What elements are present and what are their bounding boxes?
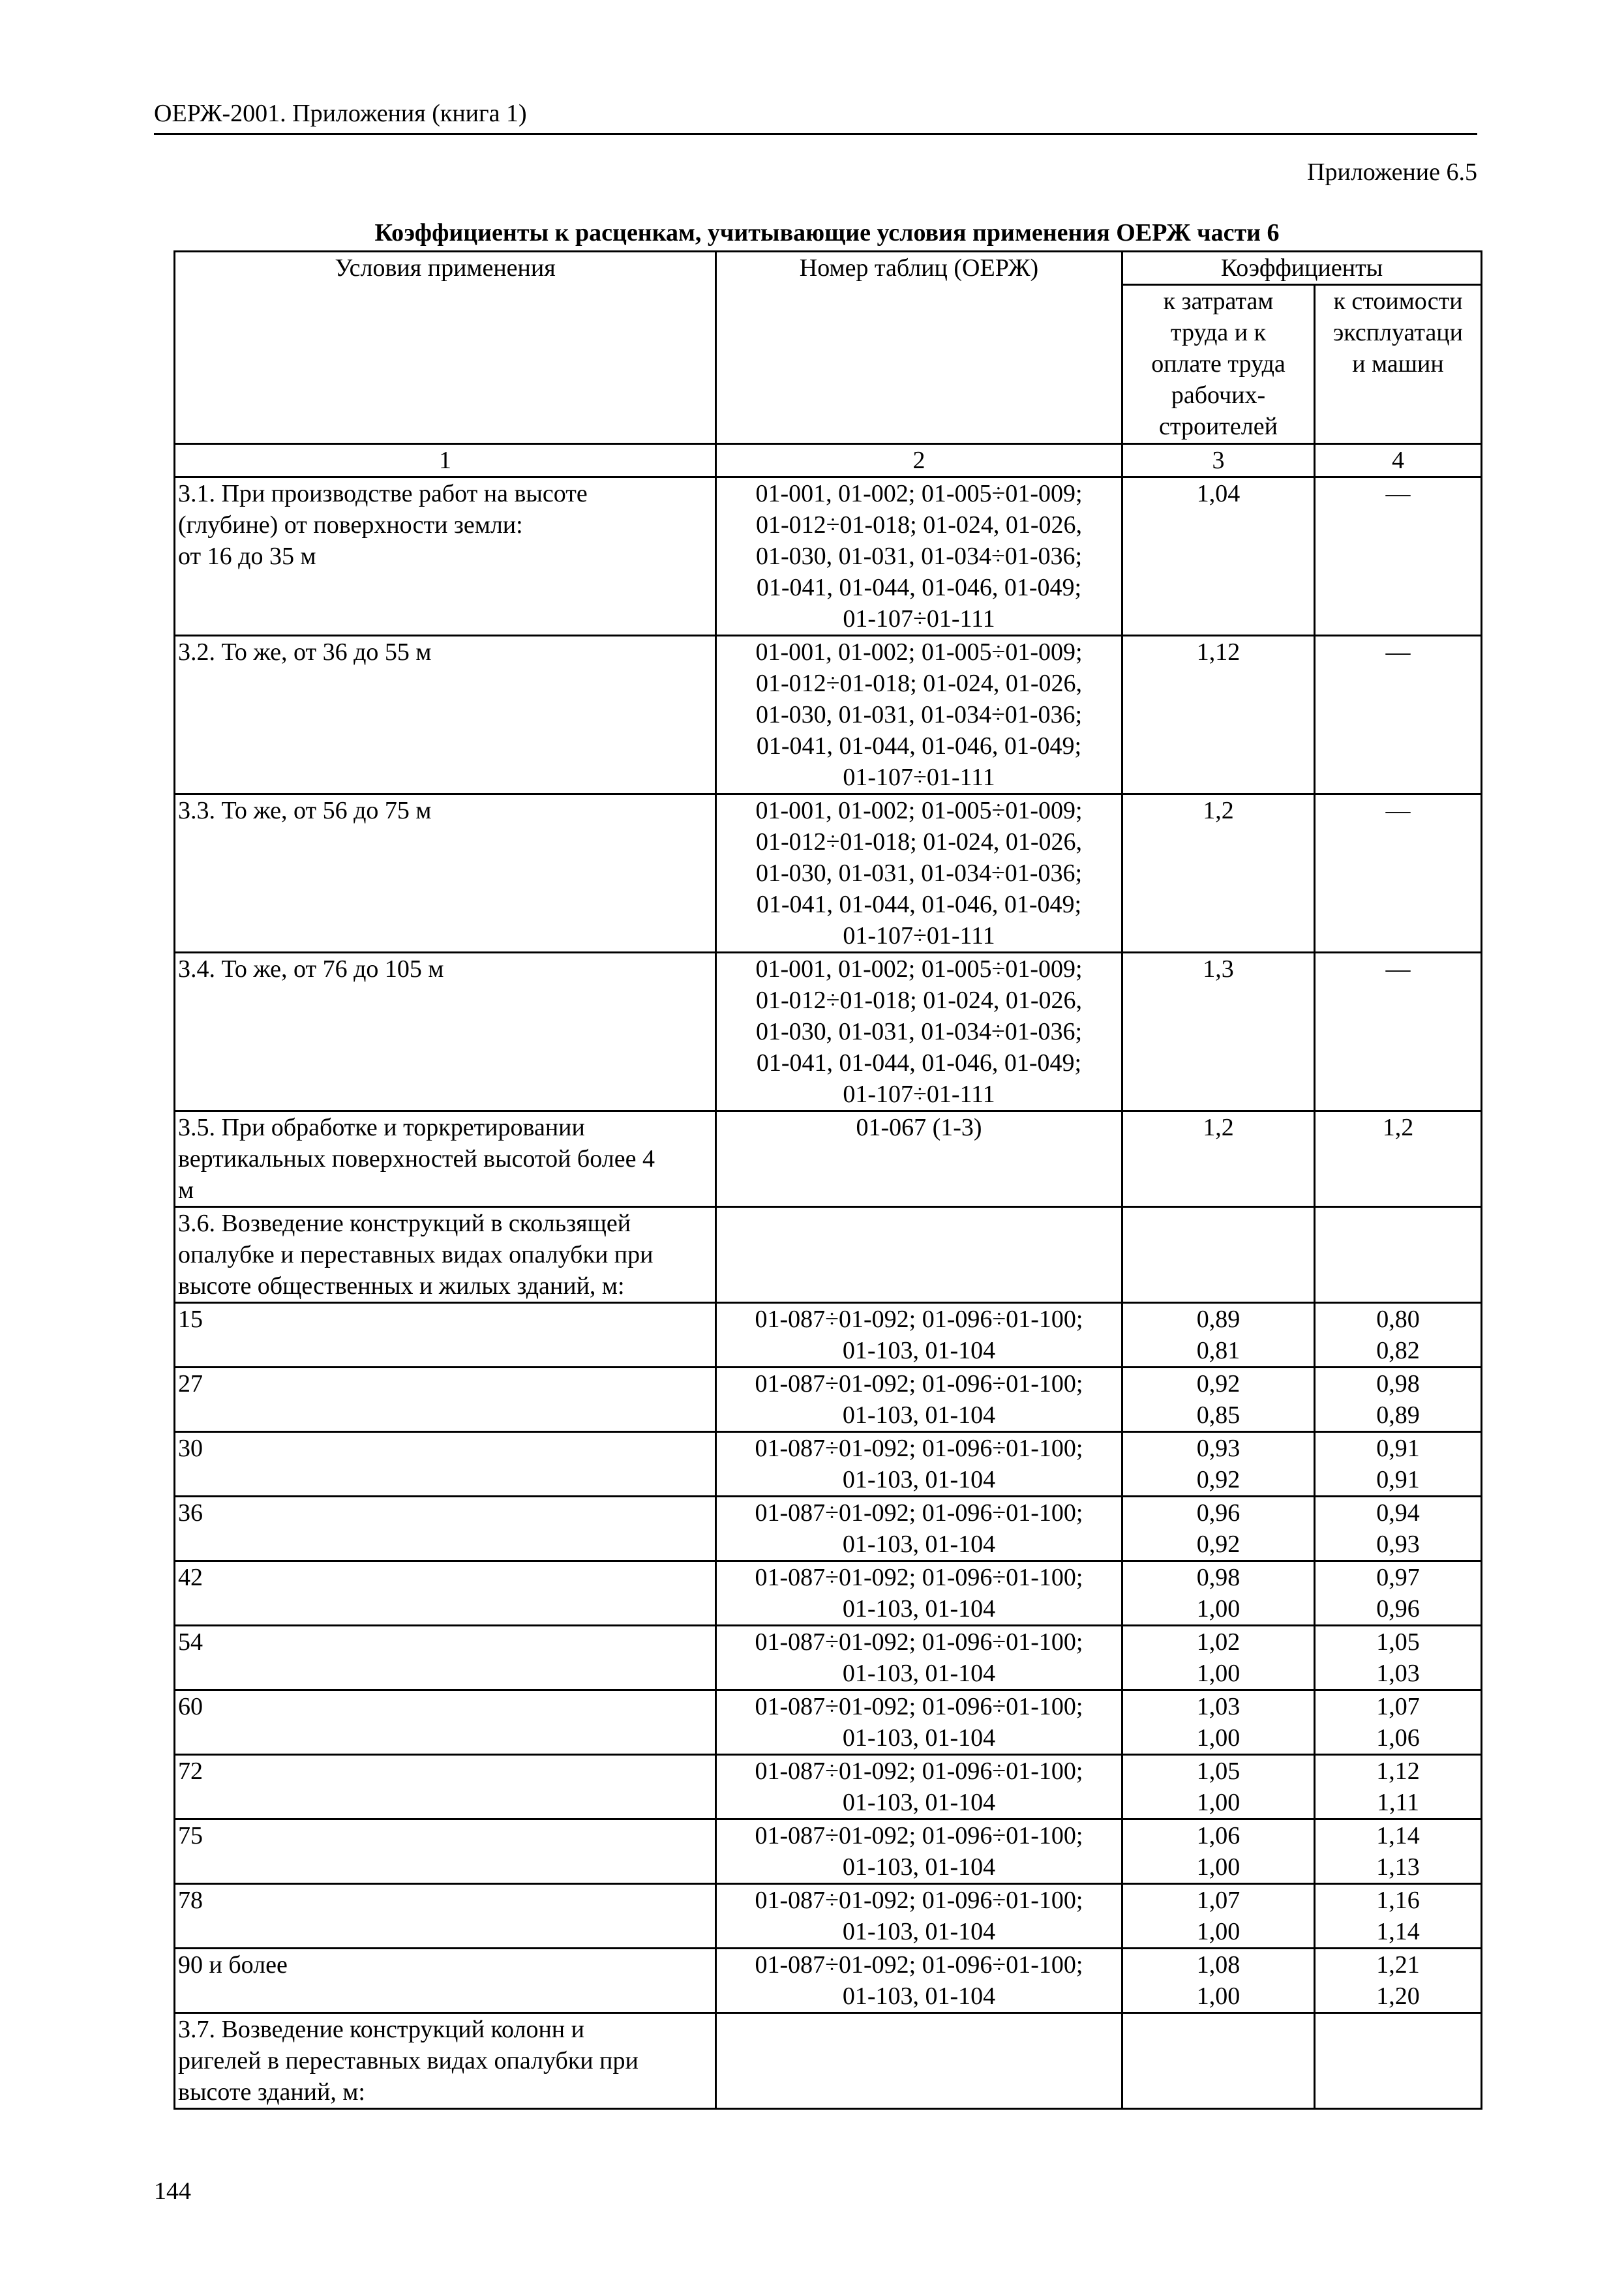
machine-coefficient-cell [1315,1561,1482,1626]
running-head: ОЕРЖ-2001. Приложения (книга 1) [154,100,527,127]
column-number-row [175,444,1482,477]
text-line: 36 [178,1499,203,1527]
text-line: 01-107÷01-111 [843,1081,995,1108]
text-line: 1,08 [1196,1951,1241,1979]
labor-coefficient-cell [1122,1368,1315,1432]
table-numbers-cell [716,1561,1122,1626]
table-numbers-cell [716,1497,1122,1561]
text-line: 60 [178,1693,203,1720]
table-body [175,252,1482,2109]
labor-coefficient-cell [1122,1561,1315,1626]
text-line: 42 [178,1564,203,1591]
text-line: 01-041, 01-044, 01-046, 01-049; [756,574,1082,601]
text-line: 0,94 [1376,1499,1420,1527]
labor-coefficient-cell [1122,636,1315,794]
text-line: 78 [178,1887,203,1914]
text-line: 01-103, 01-104 [842,1401,996,1429]
machine-coefficient-cell [1315,1690,1482,1755]
machine-coefficient-cell [1315,1755,1482,1819]
header-row-top [175,252,1482,285]
machine-coefficient-cell [1315,2013,1482,2109]
text-line: 01-087÷01-092; 01-096÷01-100; [755,1499,1083,1527]
text-line: 0,82 [1376,1337,1420,1364]
text-line: 01-030, 01-031, 01-034÷01-036; [755,701,1083,728]
text-line: ригелей в переставных видах опалубки при [178,2047,639,2074]
text-line: 1,14 [1376,1918,1420,1945]
text-line: 01-041, 01-044, 01-046, 01-049; [756,732,1082,760]
text-line: 0,89 [1376,1401,1420,1429]
table-numbers-cell [716,794,1122,953]
text-line: 01-012÷01-018; 01-024, 01-026, [755,987,1083,1014]
machine-coefficient-cell [1315,636,1482,794]
table-numbers-cell [716,636,1122,794]
table-numbers-cell [716,1949,1122,2013]
text-line: высоте зданий, м: [178,2078,365,2106]
text-line: 1,16 [1376,1887,1420,1914]
text-line: 72 [178,1758,203,1785]
table-row [175,1690,1482,1755]
text-line: 01-012÷01-018; 01-024, 01-026, [755,828,1083,856]
text-line: строителей [1159,413,1278,440]
text-line: 01-103, 01-104 [842,1466,996,1493]
table-row [175,1497,1482,1561]
text-line: 0,92 [1196,1370,1241,1398]
text-line: 1,2 [1382,1114,1414,1141]
machine-coefficient-cell [1315,1368,1482,1432]
condition-cell [175,477,716,636]
table-row [175,1949,1482,2013]
text-line: 01-041, 01-044, 01-046, 01-049; [756,891,1082,918]
table-numbers-cell [716,1626,1122,1690]
table-row [175,1884,1482,1949]
labor-coefficient-cell [1122,1884,1315,1949]
text-line: 0,96 [1376,1595,1420,1623]
table-numbers-cell [716,953,1122,1111]
condition-cell [175,1497,716,1561]
condition-cell [175,1561,716,1626]
table-row [175,953,1482,1111]
text-line: 1,21 [1376,1951,1420,1979]
text-line: 01-001, 01-002; 01-005÷01-009; [755,638,1083,666]
table-row [175,1111,1482,1207]
condition-cell [175,1626,716,1690]
table-row [175,1819,1482,1884]
text-line: и машин [1352,350,1444,378]
text-line: от 16 до 35 м [178,543,316,570]
condition-cell [175,1368,716,1432]
text-line: 1,12 [1376,1758,1420,1785]
table-row [175,1368,1482,1432]
text-line: 0,93 [1196,1435,1241,1462]
text-line: 1,03 [1196,1693,1241,1720]
text-line: 1,2 [1203,1114,1234,1141]
machine-coefficient-cell [1315,1497,1482,1561]
header-machines [1315,285,1482,444]
table-numbers-cell [716,1884,1122,1949]
condition-cell [175,794,716,953]
text-line: 0,93 [1376,1531,1420,1558]
condition-cell [175,1949,716,2013]
table-row [175,1755,1482,1819]
text-line: — [1385,480,1411,507]
text-line: 3.6. Возведение конструкций в скользящей [178,1210,631,1237]
column-number: 3 [1122,444,1315,477]
table-row [175,1626,1482,1690]
coefficients-table [173,250,1482,2110]
text-line: 1,00 [1196,1789,1241,1816]
text-line: — [1385,955,1411,983]
text-line: 01-001, 01-002; 01-005÷01-009; [755,480,1083,507]
text-line: 0,96 [1196,1499,1241,1527]
text-line: 01-103, 01-104 [842,1595,996,1623]
header-labor [1122,285,1315,444]
machine-coefficient-cell [1315,953,1482,1111]
text-line: 90 и более [178,1951,288,1979]
text-line: 01-012÷01-018; 01-024, 01-026, [755,511,1083,539]
text-line: 1,00 [1196,1595,1241,1623]
text-line: 01-067 (1-3) [856,1114,982,1141]
text-line: 01-087÷01-092; 01-096÷01-100; [755,1758,1083,1785]
labor-coefficient-cell [1122,1207,1315,1303]
text-line: 0,92 [1196,1531,1241,1558]
page-number: 144 [154,2177,191,2205]
labor-coefficient-cell [1122,794,1315,953]
table-row [175,636,1482,794]
table-row [175,1432,1482,1497]
text-line: 01-103, 01-104 [842,1982,996,2010]
text-line: 75 [178,1822,203,1849]
labor-coefficient-cell [1122,1111,1315,1207]
text-line: 01-107÷01-111 [843,922,995,950]
text-line: 1,07 [1196,1887,1241,1914]
labor-coefficient-cell [1122,1949,1315,2013]
labor-coefficient-cell [1122,1819,1315,1884]
text-line: — [1385,638,1411,666]
table-numbers-cell [716,1207,1122,1303]
text-line: 27 [178,1370,203,1398]
text-line: 01-030, 01-031, 01-034÷01-036; [755,860,1083,887]
text-line: 01-087÷01-092; 01-096÷01-100; [755,1306,1083,1333]
text-line: 15 [178,1306,203,1333]
header-rule [154,133,1477,135]
text-line: 1,11 [1376,1789,1420,1816]
text-line: опалубке и переставных видах опалубки при [178,1241,654,1268]
text-line: 0,98 [1376,1370,1420,1398]
table-row [175,2013,1482,2109]
text-line: 01-087÷01-092; 01-096÷01-100; [755,1435,1083,1462]
text-line: 0,97 [1376,1564,1420,1591]
header-coefficients: Коэффициенты [1122,252,1482,285]
table-numbers-cell [716,477,1122,636]
text-line: 01-107÷01-111 [843,605,995,633]
machine-coefficient-cell [1315,477,1482,636]
text-line: 01-030, 01-031, 01-034÷01-036; [755,543,1083,570]
table-numbers-cell [716,1690,1122,1755]
text-line: 01-001, 01-002; 01-005÷01-009; [755,955,1083,983]
header-conditions: Условия применения [175,252,716,444]
column-number: 4 [1315,444,1482,477]
machine-coefficient-cell [1315,1819,1482,1884]
condition-cell [175,953,716,1111]
header-table-number: Номер таблиц (ОЕРЖ) [716,252,1122,444]
table-row [175,794,1482,953]
text-line: 01-087÷01-092; 01-096÷01-100; [755,1887,1083,1914]
text-line: 1,13 [1376,1853,1420,1881]
condition-cell [175,1690,716,1755]
text-line: 01-103, 01-104 [842,1918,996,1945]
text-line: 01-030, 01-031, 01-034÷01-036; [755,1018,1083,1045]
table-numbers-cell [716,1755,1122,1819]
text-line: эксплуатаци [1333,319,1463,346]
condition-cell [175,1432,716,1497]
text-line: 01-087÷01-092; 01-096÷01-100; [755,1628,1083,1656]
text-line: 01-107÷01-111 [843,764,995,791]
condition-cell [175,1819,716,1884]
labor-coefficient-cell [1122,1626,1315,1690]
labor-coefficient-cell [1122,2013,1315,2109]
text-line: 01-087÷01-092; 01-096÷01-100; [755,1951,1083,1979]
appendix-label: Приложение 6.5 [1307,158,1477,186]
text-line: 1,20 [1376,1982,1420,2010]
table-numbers-cell [716,1368,1122,1432]
text-line: 01-103, 01-104 [842,1853,996,1881]
text-line: рабочих- [1171,382,1266,409]
text-line: 01-012÷01-018; 01-024, 01-026, [755,670,1083,697]
text-line: (глубине) от поверхности земли: [178,511,523,539]
text-line: 3.1. При производстве работ на высоте [178,480,588,507]
column-number: 2 [716,444,1122,477]
text-line: 01-103, 01-104 [842,1789,996,1816]
text-line: 1,05 [1376,1628,1420,1656]
text-line: оплате труда [1151,350,1286,378]
labor-coefficient-cell [1122,1497,1315,1561]
text-line: 0,89 [1196,1306,1241,1333]
machine-coefficient-cell [1315,794,1482,953]
condition-cell [175,1884,716,1949]
text-line: к стоимости [1333,288,1463,315]
condition-cell [175,1755,716,1819]
text-line: 01-103, 01-104 [842,1724,996,1752]
table-row [175,1303,1482,1368]
labor-coefficient-cell [1122,1755,1315,1819]
text-line: — [1385,797,1411,824]
text-line: высоте общественных и жилых зданий, м: [178,1272,625,1300]
condition-cell [175,2013,716,2109]
text-line: 1,02 [1196,1628,1241,1656]
table-numbers-cell [716,1432,1122,1497]
table-numbers-cell [716,1819,1122,1884]
table-row [175,477,1482,636]
text-line: 1,00 [1196,1918,1241,1945]
text-line: 30 [178,1435,203,1462]
text-line: 01-087÷01-092; 01-096÷01-100; [755,1370,1083,1398]
text-line: 01-001, 01-002; 01-005÷01-009; [755,797,1083,824]
condition-cell [175,1111,716,1207]
text-line: 3.4. То же, от 76 до 105 м [178,955,444,983]
table-row [175,1207,1482,1303]
table-numbers-cell [716,2013,1122,2109]
machine-coefficient-cell [1315,1884,1482,1949]
text-line: 0,81 [1196,1337,1241,1364]
text-line: м [178,1176,194,1204]
labor-coefficient-cell [1122,1303,1315,1368]
text-line: 01-087÷01-092; 01-096÷01-100; [755,1564,1083,1591]
table-title: Коэффициенты к расценкам, учитывающие условия применения ОЕРЖ части 6 [374,219,1280,247]
text-line: к затратам [1163,288,1274,315]
machine-coefficient-cell [1315,1432,1482,1497]
text-line: 1,12 [1196,638,1241,666]
machine-coefficient-cell [1315,1111,1482,1207]
text-line: 01-041, 01-044, 01-046, 01-049; [756,1049,1082,1077]
text-line: 1,03 [1376,1660,1420,1687]
text-line: 3.5. При обработке и торкретировании [178,1114,585,1141]
text-line: 01-103, 01-104 [842,1660,996,1687]
text-line: 1,06 [1196,1822,1241,1849]
text-line: труда и к [1170,319,1267,346]
labor-coefficient-cell [1122,1690,1315,1755]
column-number: 1 [175,444,716,477]
text-line: 1,07 [1376,1693,1420,1720]
text-line: 01-103, 01-104 [842,1337,996,1364]
condition-cell [175,1303,716,1368]
text-line: 0,80 [1376,1306,1420,1333]
text-line: 1,06 [1376,1724,1420,1752]
text-line: 3.2. То же, от 36 до 55 м [178,638,432,666]
text-line: 0,98 [1196,1564,1241,1591]
machine-coefficient-cell [1315,1207,1482,1303]
text-line: 01-103, 01-104 [842,1531,996,1558]
table-row [175,1561,1482,1626]
condition-cell [175,1207,716,1303]
text-line: 0,92 [1196,1466,1241,1493]
text-line: 1,05 [1196,1758,1241,1785]
labor-coefficient-cell [1122,477,1315,636]
text-line: 1,00 [1196,1660,1241,1687]
text-line: 0,85 [1196,1401,1241,1429]
machine-coefficient-cell [1315,1626,1482,1690]
text-line: 1,00 [1196,1724,1241,1752]
text-line: 1,04 [1196,480,1241,507]
text-line: 01-087÷01-092; 01-096÷01-100; [755,1693,1083,1720]
text-line: 01-087÷01-092; 01-096÷01-100; [755,1822,1083,1849]
text-line: 0,91 [1376,1466,1420,1493]
text-line: 1,2 [1203,797,1234,824]
text-line: 1,00 [1196,1982,1241,2010]
text-line: 3.3. То же, от 56 до 75 м [178,797,432,824]
text-line: 54 [178,1628,203,1656]
machine-coefficient-cell [1315,1949,1482,2013]
condition-cell [175,636,716,794]
text-line: 1,3 [1203,955,1234,983]
table-numbers-cell [716,1111,1122,1207]
text-line: вертикальных поверхностей высотой более 4 [178,1145,655,1173]
table-numbers-cell [716,1303,1122,1368]
labor-coefficient-cell [1122,1432,1315,1497]
text-line: 0,91 [1376,1435,1420,1462]
machine-coefficient-cell [1315,1303,1482,1368]
text-line: 1,14 [1376,1822,1420,1849]
text-line: 1,00 [1196,1853,1241,1881]
text-line: 3.7. Возведение конструкций колонн и [178,2016,584,2043]
labor-coefficient-cell [1122,953,1315,1111]
